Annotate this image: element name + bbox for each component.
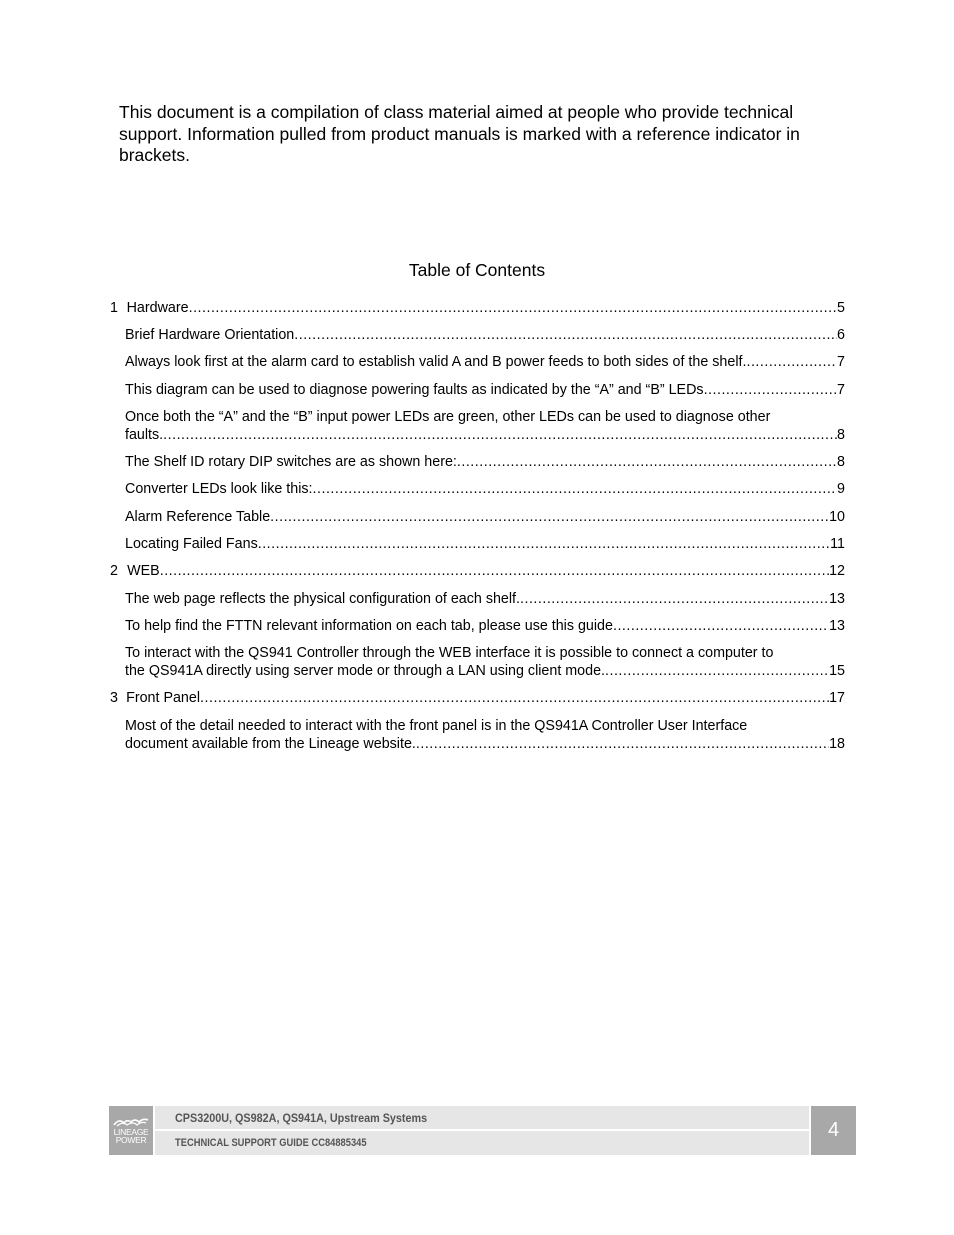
toc-leader-dots bbox=[605, 663, 829, 681]
intro-paragraph: This document is a compilation of class material aimed at people who provide technical support. Information pulled from product manuals is marked with a reference indicator in brackets. bbox=[119, 102, 800, 165]
toc-leader-dots bbox=[313, 481, 838, 499]
toc-entry-number: 1 bbox=[110, 300, 118, 316]
toc-leader-dots bbox=[520, 591, 829, 609]
footer-band-top bbox=[155, 1106, 809, 1129]
toc-entry-page: 13 bbox=[829, 591, 845, 607]
toc-entry-page: 11 bbox=[830, 536, 845, 552]
toc-entry-hardware[interactable] bbox=[110, 300, 845, 318]
toc-entry-page: 8 bbox=[837, 426, 845, 443]
toc-entry-page: 18 bbox=[829, 735, 845, 752]
toc-entry-page: 9 bbox=[837, 481, 845, 497]
lineage-swoosh-icon bbox=[113, 1117, 149, 1127]
toc-leader-dots bbox=[160, 563, 829, 581]
toc-entry-text: Converter LEDs look like this: bbox=[125, 481, 313, 497]
footer-document-title: TECHNICAL SUPPORT GUIDE CC84885345 bbox=[175, 1137, 367, 1149]
toc-leader-dots bbox=[704, 382, 837, 400]
toc-entry[interactable] bbox=[125, 536, 845, 554]
toc-leader-dots bbox=[613, 618, 829, 636]
toc-entry[interactable] bbox=[125, 618, 845, 636]
toc-entry-text: The web page reflects the physical configuration of each shelf. bbox=[125, 591, 520, 607]
toc-entry[interactable] bbox=[125, 327, 845, 345]
toc-entry-page: 15 bbox=[829, 662, 845, 679]
toc-entry-page: 6 bbox=[837, 327, 845, 343]
toc-entry-text: Locating Failed Fans bbox=[125, 536, 258, 552]
toc-entry-text: Hardware bbox=[126, 300, 189, 316]
toc-entry[interactable] bbox=[125, 509, 845, 527]
footer-product-line: CPS3200U, QS982A, QS941A, Upstream Systems bbox=[175, 1111, 428, 1125]
toc-entry[interactable] bbox=[125, 409, 845, 444]
toc-entry-number: 2 bbox=[110, 563, 118, 579]
toc-entry-page: 10 bbox=[829, 509, 845, 525]
toc-leader-dots bbox=[258, 536, 830, 554]
toc-entry-text-cont: faults. bbox=[125, 426, 164, 443]
toc-entry-text: Most of the detail needed to interact with the front panel is in the QS941A Controller User Interface bbox=[125, 718, 748, 734]
toc-entry-text: To help find the FTTN relevant information on each tab, please use this guide bbox=[125, 618, 613, 634]
toc-leader-dots bbox=[294, 327, 837, 345]
toc-entry[interactable] bbox=[125, 591, 845, 609]
toc-entry-text: Once both the “A” and the “B” input power LEDs are green, other LEDs can be used to diagnose other bbox=[125, 409, 771, 425]
toc-entry[interactable] bbox=[125, 481, 845, 499]
toc-entry-text: Front Panel bbox=[126, 690, 201, 706]
toc-entry[interactable] bbox=[125, 718, 845, 753]
toc-entry-page: 8 bbox=[837, 454, 845, 470]
toc-leader-dots bbox=[270, 509, 829, 527]
toc-entry-number: 3 bbox=[110, 690, 118, 706]
toc-entry-text: Alarm Reference Table bbox=[125, 509, 271, 525]
logo-line1: LINEAGE bbox=[113, 1126, 149, 1137]
toc-leader-dots bbox=[189, 300, 837, 318]
footer-band-bottom bbox=[155, 1131, 809, 1155]
toc-leader-dots bbox=[200, 690, 829, 708]
toc-entry-text: WEB bbox=[127, 563, 160, 579]
toc-entry-page: 7 bbox=[837, 382, 845, 398]
toc-entry-text: This diagram can be used to diagnose powering faults as indicated by the “A” and “B” LEDs bbox=[125, 382, 704, 398]
toc-leader-dots bbox=[416, 736, 829, 754]
toc-leader-dots bbox=[457, 454, 837, 472]
logo-text bbox=[114, 1128, 149, 1145]
toc-entry[interactable] bbox=[125, 382, 845, 400]
toc-entry[interactable] bbox=[125, 454, 845, 472]
page-number: 4 bbox=[811, 1106, 856, 1155]
toc-entry-text: The Shelf ID rotary DIP switches are as shown here: bbox=[125, 454, 457, 470]
toc-entry-page: 12 bbox=[829, 563, 845, 579]
toc-entry-text: Always look first at the alarm card to establish valid A and B power feeds to both sides of the shelf. bbox=[125, 354, 747, 370]
toc-entry-text: To interact with the QS941 Controller through the WEB interface it is possible to connect a computer to bbox=[125, 645, 774, 661]
toc-entry-page: 5 bbox=[837, 300, 845, 316]
toc-leader-dots bbox=[163, 427, 837, 445]
toc-title: Table of Contents bbox=[408, 260, 546, 280]
toc-entry-page: 17 bbox=[829, 690, 845, 706]
toc-entry-web[interactable] bbox=[110, 563, 845, 581]
toc-entry-text-cont: the QS941A directly using server mode or through a LAN using client mode. bbox=[125, 662, 605, 679]
toc-entry-text-cont: document available from the Lineage website. bbox=[125, 735, 416, 752]
toc-entry-text: Brief Hardware Orientation bbox=[125, 327, 295, 343]
page-footer bbox=[109, 1106, 856, 1155]
toc-entry-page: 7 bbox=[837, 354, 845, 370]
lineage-power-logo bbox=[109, 1106, 153, 1155]
toc-leader-dots bbox=[746, 354, 837, 372]
logo-line2: POWER bbox=[115, 1135, 147, 1145]
toc-entry-front-panel[interactable] bbox=[110, 690, 845, 708]
toc-entry-page: 13 bbox=[829, 618, 845, 634]
toc-entry[interactable] bbox=[125, 645, 845, 680]
toc-entry[interactable] bbox=[125, 354, 845, 372]
